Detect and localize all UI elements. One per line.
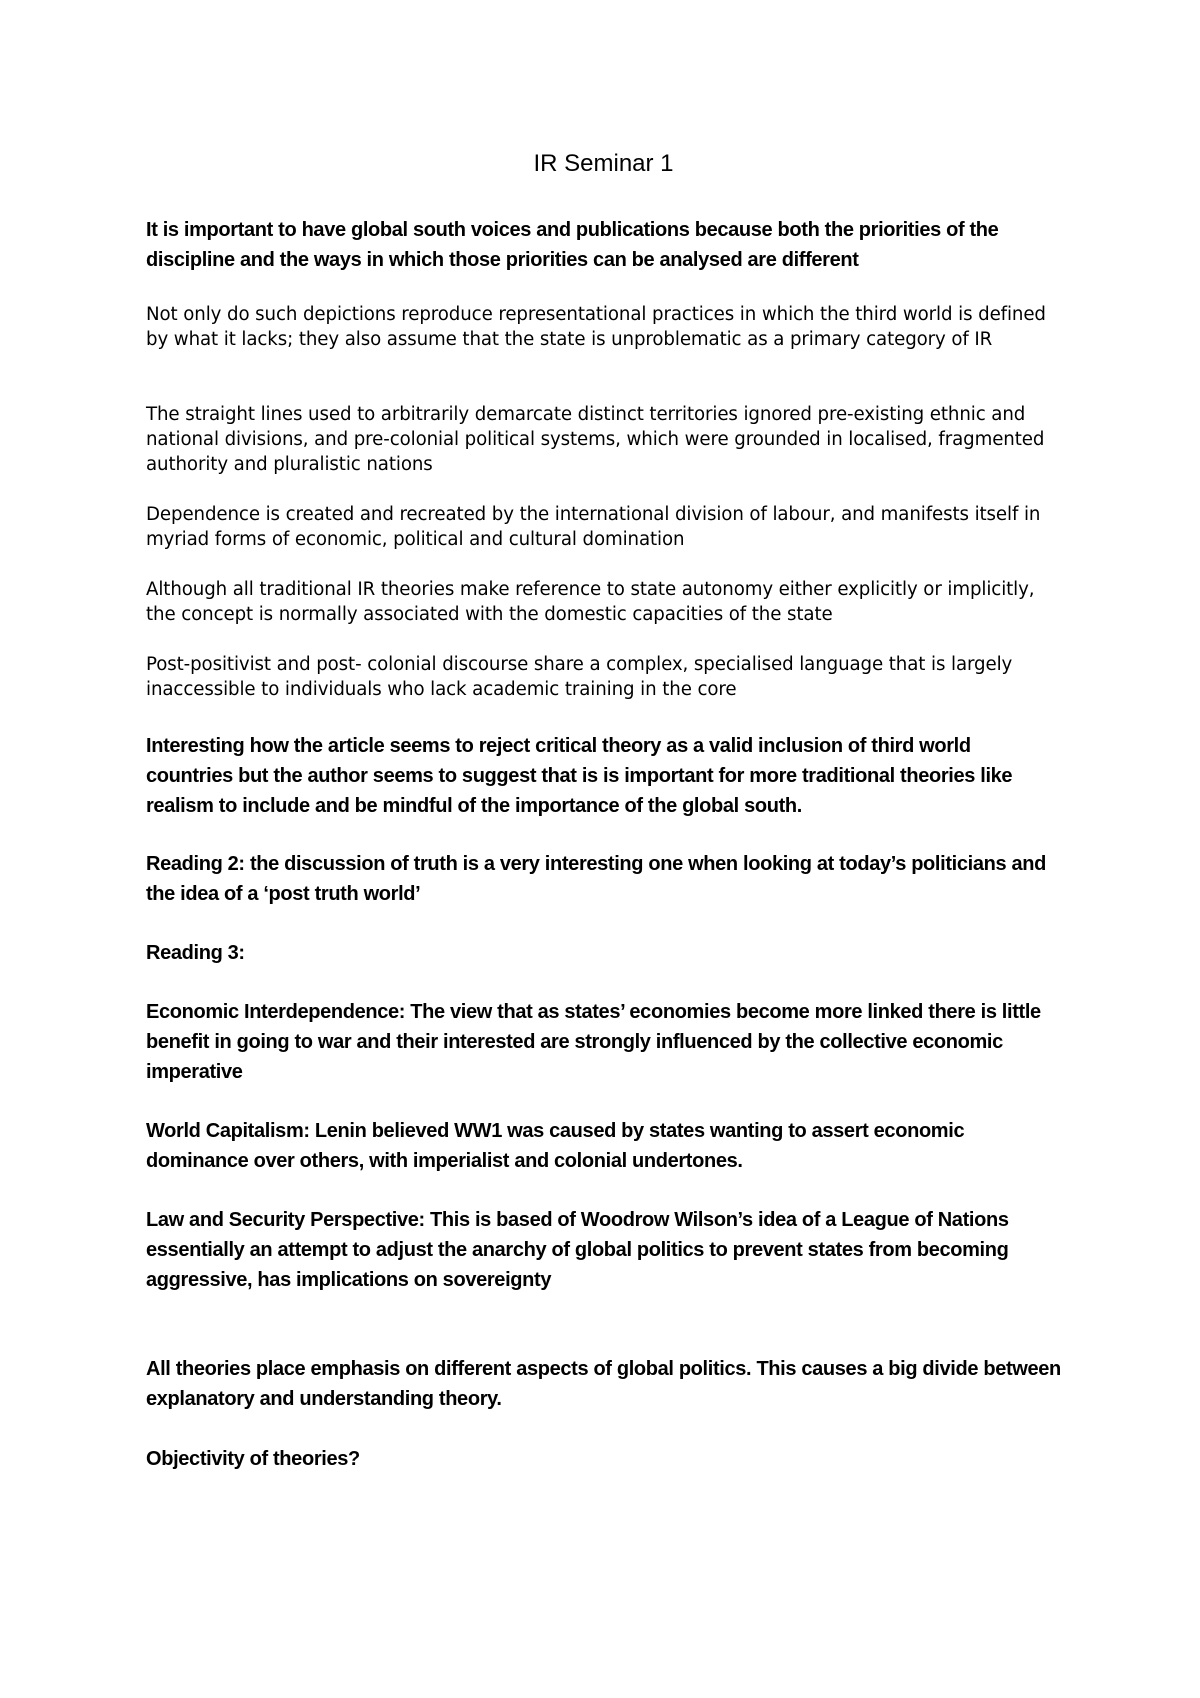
paragraph-post-positivist: Post-positivist and post- colonial discourse share a complex, specialised language that is largely inaccessible to individuals who lack academic training in the core <box>146 654 1013 700</box>
paragraph-dependence: Dependence is created and recreated by the international division of labour, and manifests itself in myriad forms of economic, political and cultural domination <box>146 504 1041 550</box>
document-title: IR Seminar 1 <box>533 150 674 177</box>
paragraph-all-theories: All theories place emphasis on different aspects of global politics. This causes a big divide between explanatory and understanding theory. <box>146 1358 1061 1410</box>
paragraph-law-and-security: Law and Security Perspective: This is based of Woodrow Wilson’s idea of a League of Nations essentially an attempt to adjust the anarchy of global politics to prevent states from becoming aggressive, has implications on sovereignty <box>146 1209 1009 1291</box>
paragraph-critical-theory-comment: Interesting how the article seems to reject critical theory as a valid inclusion of third world countries but the author seems to suggest that is is important for more traditional theories like realism to include and be mindful of the importance of the global south. <box>146 735 1013 817</box>
paragraph-reading-3: Reading 3: <box>146 942 245 964</box>
paragraph-economic-interdependence: Economic Interdependence: The view that as states’ economies become more linked there is little benefit in going to war and their interested are strongly influenced by the collective economic imperative <box>146 1001 1041 1083</box>
paragraph-world-capitalism: World Capitalism: Lenin believed WW1 was caused by states wanting to assert economic dominance over others, with imperialist and colonial undertones. <box>146 1120 965 1172</box>
paragraph-depictions: Not only do such depictions reproduce representational practices in which the third world is defined by what it lacks; they also assume that the state is unproblematic as a primary category of IR <box>146 304 1046 350</box>
paragraph-state-autonomy: Although all traditional IR theories make reference to state autonomy either explicitly or implicitly, the concept is normally associated with the domestic capacities of the state <box>146 579 1035 625</box>
paragraph-straight-lines: The straight lines used to arbitrarily demarcate distinct territories ignored pre-existing ethnic and national divisions, and pre-colonial political systems, which were grounded in localised, fragmented authority and pluralistic nations <box>146 404 1045 475</box>
paragraph-objectivity: Objectivity of theories? <box>146 1448 360 1470</box>
paragraph-reading-2: Reading 2: the discussion of truth is a very interesting one when looking at today’s politicians and the idea of a ‘post truth world’ <box>146 853 1046 905</box>
paragraph-global-south-voices: It is important to have global south voices and publications because both the priorities of the discipline and the ways in which those priorities can be analysed are different <box>146 219 999 271</box>
